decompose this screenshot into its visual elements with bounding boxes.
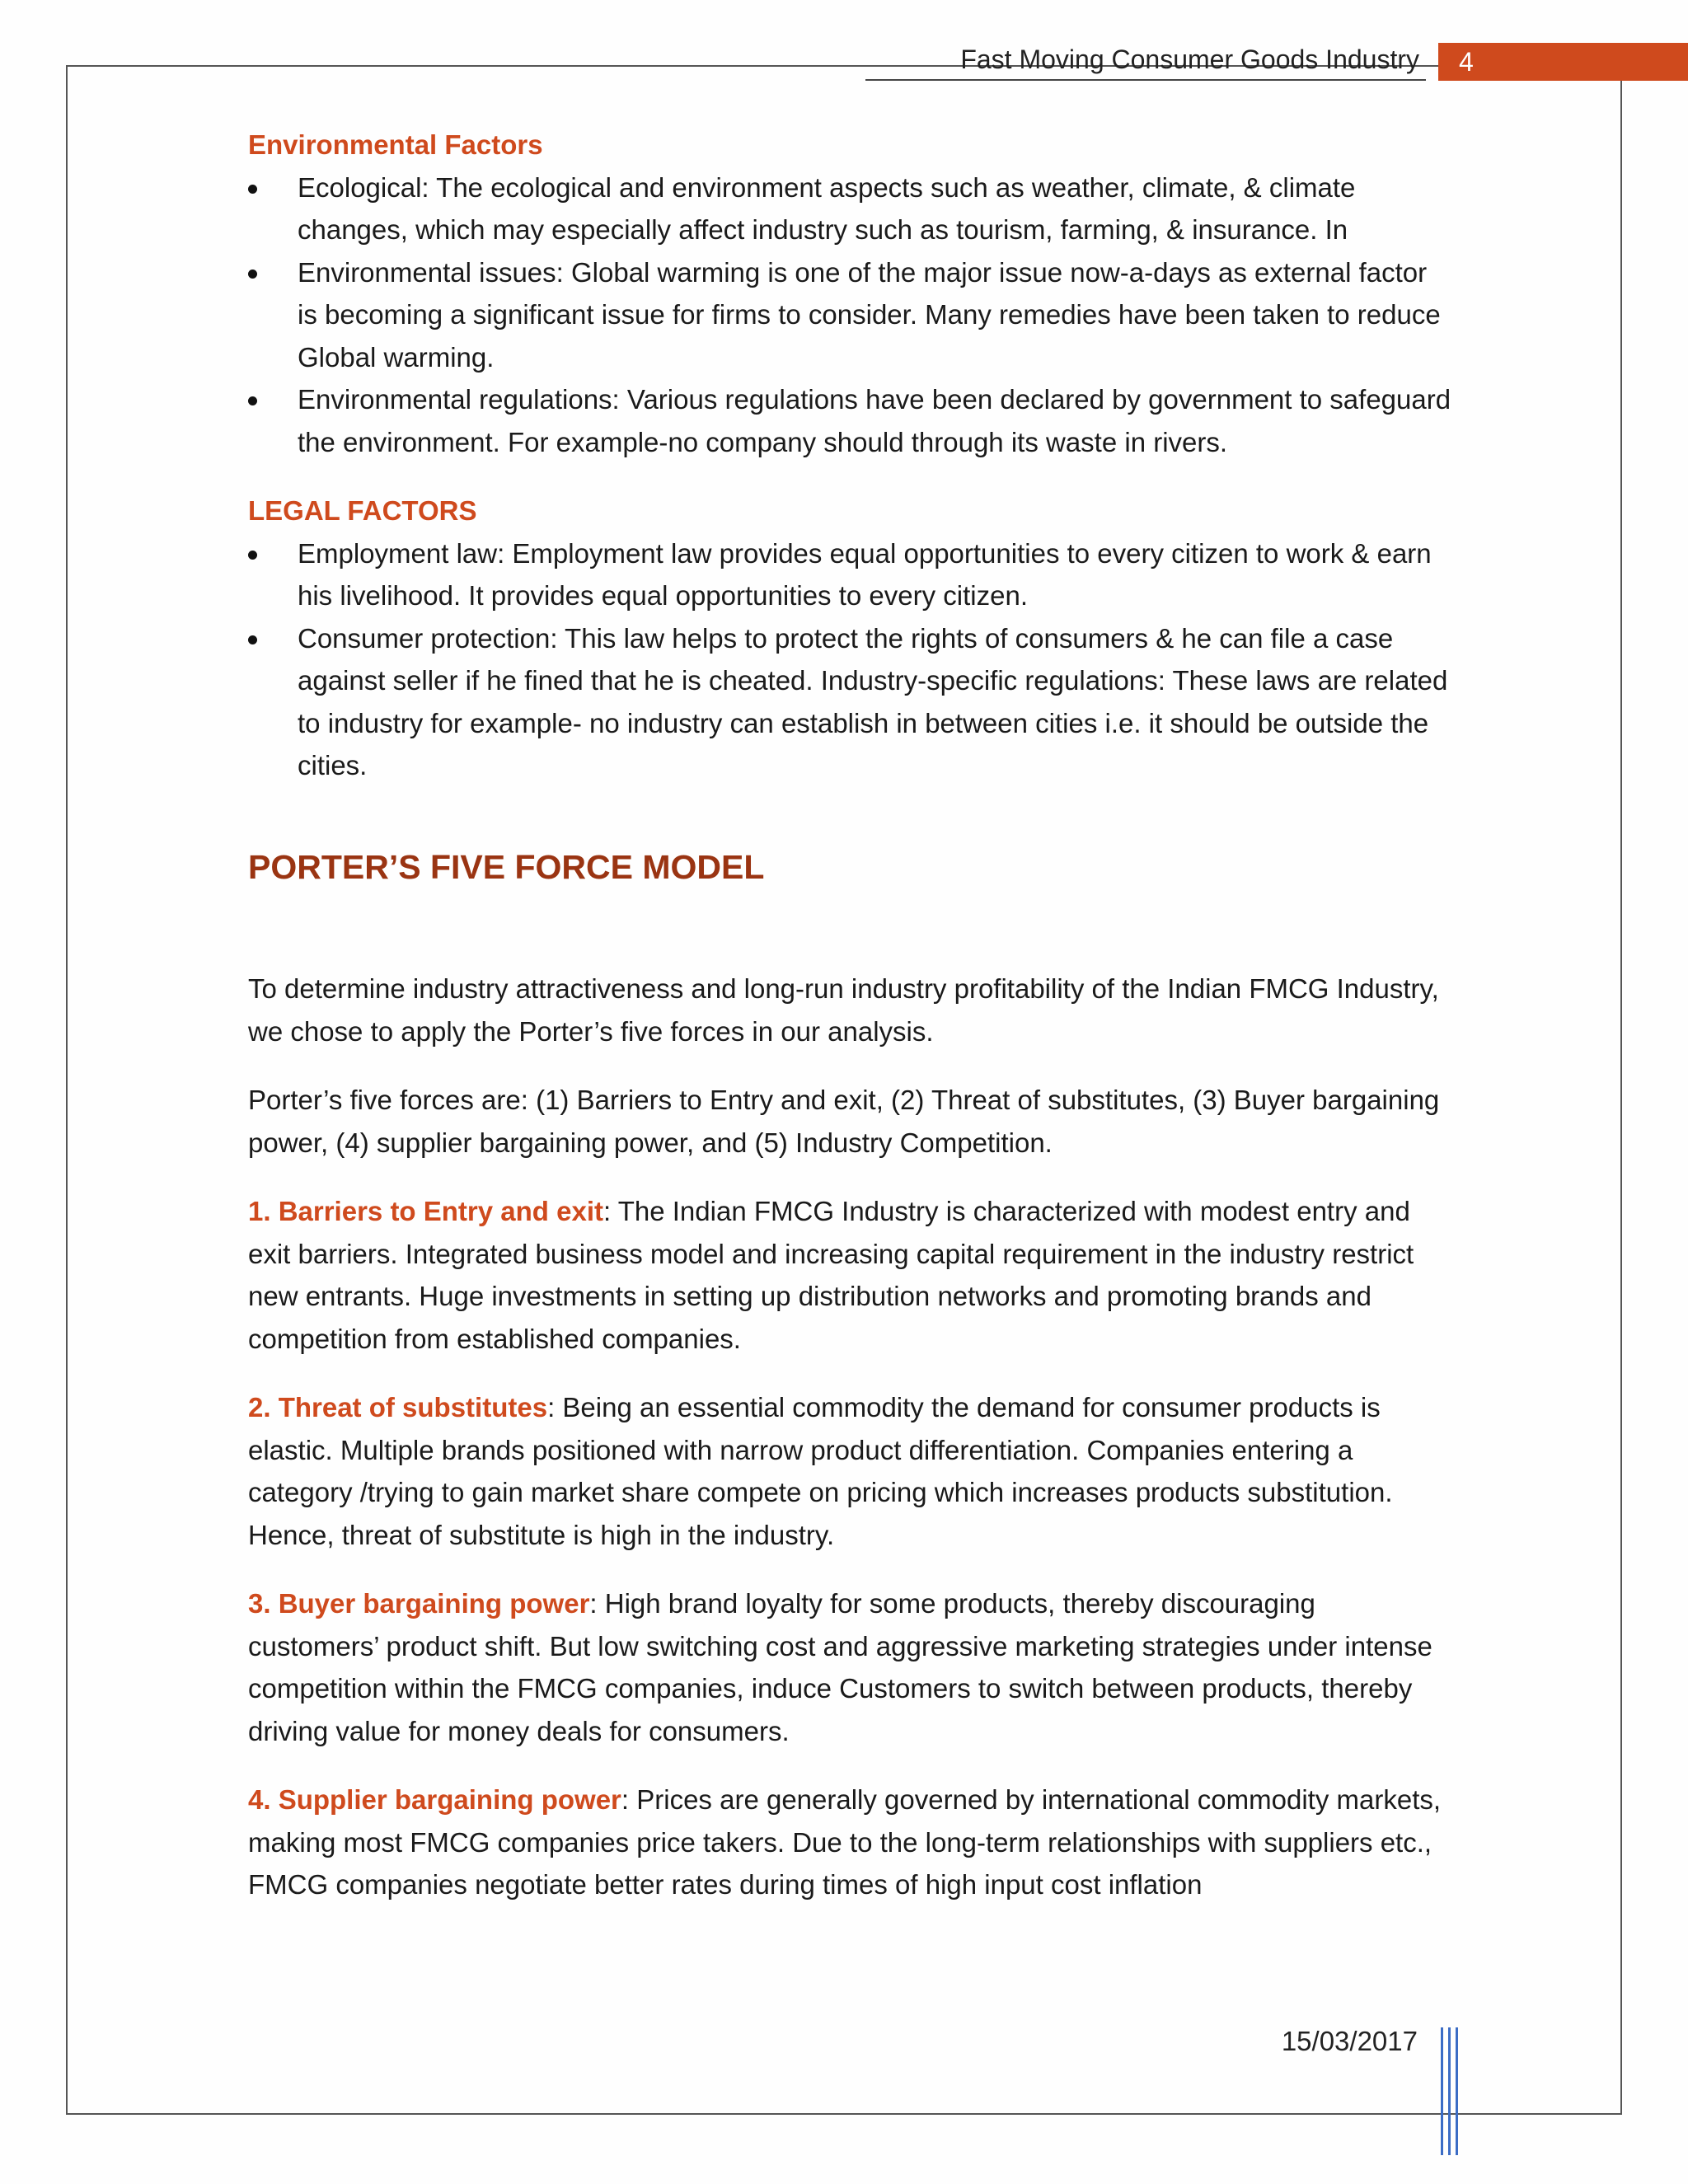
bullet-icon — [248, 269, 257, 279]
list-item-text: Ecological: The ecological and environment aspects such as weather, climate, & climate changes, which may especially affect industry such as tourism, farming, & insurance. In — [298, 171, 1356, 245]
bullet-icon — [248, 396, 257, 405]
porter-forces-list: Porter’s five forces are: (1) Barriers to Entry and exit, (2) Threat of substitutes, (3) Buyer bargaining power, (4) supplier bargaining power, and (5) Industry Competition. — [248, 1085, 1440, 1158]
environmental-heading: Environmental Factors — [248, 129, 543, 160]
header-rule — [865, 79, 1426, 81]
force-text: : Being an essential commodity the demand for consumer products is elastic. Multiple brands positioned with narrow product differentiation. Companies entering a category /trying to gain market share compete on pricing which increases products substitution. Hence, threat of substitute is high in the industry. — [248, 1392, 1393, 1550]
porter-title: PORTER’S FIVE FORCE MODEL — [248, 847, 765, 886]
force-barriers — [248, 1190, 1451, 1360]
bullet-icon — [248, 635, 257, 644]
footer-decor-line — [1441, 2027, 1443, 2155]
list-item-text: Environmental issues: Global warming is one of the major issue now-a-days as external factor is becoming a significant issue for firms to consider. Many remedies have been taken to reduce Global warming. — [298, 256, 1441, 373]
list-item-text: Environmental regulations: Various regulations have been declared by government to safeguard the environment. For example-no company should through its waste in rivers. — [298, 384, 1451, 457]
porter-intro: To determine industry attractiveness and long-run industry profitability of the Indian FMCG Industry, we chose to apply the Porter’s five forces in our analysis. — [248, 973, 1439, 1047]
list-item — [248, 532, 1451, 617]
list-item — [248, 251, 1451, 379]
list-item-text: Consumer protection: This law helps to protect the rights of consumers & he can file a case against seller if he fined that he is cheated. Industry-specific regulations: These laws are related to industry for example- no industry can establish in between cities i.e. it should be outside the cities. — [298, 622, 1448, 780]
legal-list — [248, 532, 1451, 787]
force-supplier-power — [248, 1779, 1451, 1906]
force-label: 3. Buyer bargaining power — [248, 1588, 590, 1619]
force-buyer-power — [248, 1582, 1451, 1752]
force-substitutes — [248, 1386, 1451, 1556]
environmental-list — [248, 166, 1451, 464]
bullet-icon — [248, 551, 257, 560]
force-label: 4. Supplier bargaining power — [248, 1784, 621, 1815]
document-body — [248, 124, 1451, 1906]
bullet-icon — [248, 185, 257, 194]
page-number: 4 — [1438, 43, 1688, 81]
force-label: 1. Barriers to Entry and exit — [248, 1196, 603, 1226]
footer-date: 15/03/2017 — [1281, 2026, 1418, 2056]
force-text: : The Indian FMCG Industry is characterized with modest entry and exit barriers. Integrated business model and increasing capital requirement in the industry restrict new entrants. Huge investments in setting up distribution networks and promoting brands and competition from established companies. — [248, 1196, 1414, 1354]
force-label: 2. Threat of substitutes — [248, 1392, 548, 1422]
list-item — [248, 378, 1451, 463]
footer-decor-line — [1456, 2027, 1458, 2155]
footer-decor-line — [1448, 2027, 1451, 2155]
list-item-text: Employment law: Employment law provides equal opportunities to every citizen to work & earn his livelihood. It provides equal opportunities to every citizen. — [298, 537, 1432, 611]
force-text: : Prices are generally governed by international commodity markets, making most FMCG companies price takers. Due to the long-term relationships with suppliers etc., FMCG companies negotiate better rates during times of high input cost inflation — [248, 1784, 1442, 1900]
list-item — [248, 166, 1451, 251]
force-text: : High brand loyalty for some products, thereby discouraging customers’ product shift. But low switching cost and aggressive marketing strategies under intense competition within the FMCG companies, induce Customers to switch between products, thereby driving value for money deals for consumers. — [248, 1588, 1432, 1746]
header-title: Fast Moving Consumer Goods Industry — [960, 45, 1419, 74]
list-item — [248, 617, 1451, 787]
legal-heading: LEGAL FACTORS — [248, 495, 477, 526]
